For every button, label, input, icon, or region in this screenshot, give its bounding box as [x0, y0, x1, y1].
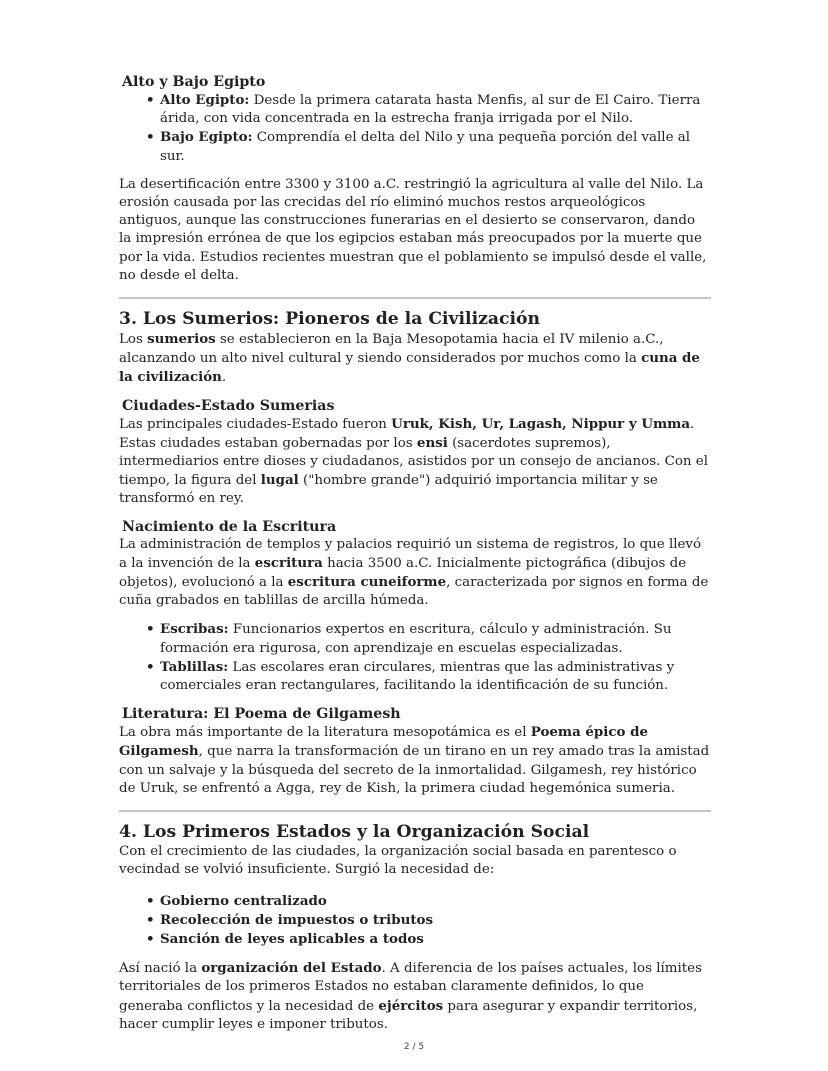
escritura-list — [119, 620, 711, 695]
section-title-sumerios: 3. Los Sumerios: Pioneros de la Civilización — [119, 309, 540, 330]
literatura-paragraph: La obra más importante de la literatura mesopotámica es el Poema épico de Gilgamesh, que narra la transformación de un tirano en un rey amado tras la amistad con un salvaje y la búsqueda del secreto de la inmortalidad. Gilgamesh, rey histórico de Uruk, se enfrentó a Agga, rey de Kish, la primera ciudad hegemónica sumeria. — [119, 724, 710, 796]
egipto-paragraph: La desertificación entre 3300 y 3100 a.C. restringió la agricultura al valle del Nilo. La erosión causada por las crecidas del río eliminó muchos restos arqueológicos antiguos, aunque las construcciones funerarias en el desierto se conservaron, dando la impresión errónea de que los egipcios estaban más preocupados por la muerte que por la vida. Estudios recientes muestran que el poblamiento se impulsó desde el valle, no desde el delta. — [119, 176, 707, 283]
subheading-escritura: Nacimiento de la Escritura — [122, 518, 337, 535]
section-divider — [119, 297, 711, 299]
section-title-estados: 4. Los Primeros Estados y la Organización Social — [119, 822, 590, 843]
list-item: • Gobierno centralizado — [119, 892, 711, 911]
document-page — [119, 0, 711, 1034]
subheading-ciudades-estado: Ciudades-Estado Sumerias — [122, 397, 335, 414]
section-heading-alto-bajo-egipto: Alto y Bajo Egipto — [122, 74, 266, 90]
estados-closing: Así nació la organización del Estado. A diferencia de los países actuales, los límites territoriales de los primeros Estados no estaban claramente definidos, lo que generaba conflictos y la necesidad de ejércitos para asegurar y expandir territorios, hacer cumplir leyes e imponer tributos. — [119, 960, 702, 1032]
section-divider — [119, 810, 711, 812]
page-number: 2 / 5 — [403, 1042, 425, 1052]
estados-list — [119, 892, 711, 950]
list-item: • Tablillas: Las escolares eran circulares, mientras que las administrativas y comerciales eran rectangulares, facilitando la identificación de su función. — [119, 658, 711, 695]
subheading-literatura: Literatura: El Poema de Gilgamesh — [122, 706, 401, 723]
list-item: • Bajo Egipto: Comprendía el delta del Nilo y una pequeña porción del valle al sur. — [119, 128, 711, 165]
escritura-paragraph: La administración de templos y palacios requirió un sistema de registros, lo que llevó a la invención de la escritura hacia 3500 a.C. Inicialmente pictográfica (dibujos de objetos), evolucionó a la escritura cuneiforme, caracterizada por signos en forma de cuña grabados en tablillas de arcilla húmeda. — [119, 536, 709, 609]
list-item: • Recolección de impuestos o tributos — [119, 911, 711, 930]
estados-intro: Con el crecimiento de las ciudades, la organización social basada en parentesco o vecindad se volvió insuficiente. Surgió la necesidad de: — [119, 844, 677, 878]
ciudades-paragraph: Las principales ciudades-Estado fueron Uruk, Kish, Ur, Lagash, Nippur y Umma. Estas ciudades estaban gobernadas por los ensi (sacerdotes supremos), intermediarios entre dioses y ciudadanos, asistidos por un consejo de ancianos. Con el tiempo, la figura del lugal ("hombre grande") adquirió importancia militar y se transformó en rey. — [119, 415, 708, 507]
list-item: • Alto Egipto: Desde la primera catarata hasta Menfis, al sur de El Cairo. Tierra árida, con vida concentrada en la estrecha franja irrigada por el Nilo. — [119, 91, 711, 128]
egipto-list — [119, 91, 711, 166]
sumerios-intro: Los sumerios se establecieron en la Baja Mesopotamia hacia el IV milenio a.C., alcanzando un alto nivel cultural y siendo considerados por muchos como la cuna de la civilización. — [119, 331, 700, 386]
list-item: • Escribas: Funcionarios expertos en escritura, cálculo y administración. Su formación era rigurosa, con aprendizaje en escuelas especializadas. — [119, 620, 711, 657]
list-item: • Sanción de leyes aplicables a todos — [119, 930, 711, 949]
